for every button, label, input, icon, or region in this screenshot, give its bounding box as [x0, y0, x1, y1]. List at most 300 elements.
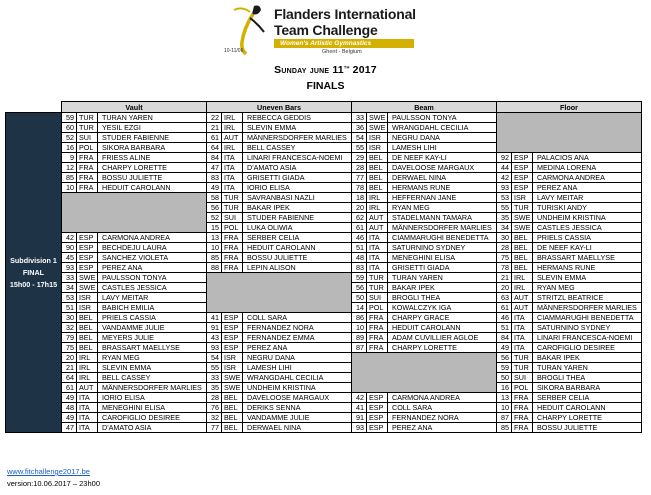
floor-country: BEL — [512, 233, 533, 243]
logo-dates: 10-11/06 — [224, 48, 244, 54]
table-row — [6, 243, 642, 253]
beam-number: 51 — [352, 243, 367, 253]
bars-gymnast-name: DAVELOOSE MARGAUX — [243, 393, 352, 403]
bars-number: 28 — [207, 393, 222, 403]
bars-gymnast-name: SERBER CELIA — [243, 233, 352, 243]
beam-number: 77 — [352, 173, 367, 183]
vault-gymnast-name: MENEGHINI ELISA — [98, 403, 207, 413]
vault-gymnast-name: RYAN MEG — [98, 353, 207, 363]
floor-country: TUR — [512, 363, 533, 373]
bars-gymnast-name: SAVRANBASI NAZLI — [243, 193, 352, 203]
vault-country: POL — [77, 143, 98, 153]
bars-country: BEL — [222, 403, 243, 413]
schedule-body — [6, 113, 642, 433]
floor-gymnast-name: HERMANS RUNE — [533, 263, 642, 273]
floor-gymnast-name: CASTLES JESSICA — [533, 223, 642, 233]
bars-country: ITA — [222, 173, 243, 183]
empty-rotation-vault — [62, 193, 207, 233]
bars-number: 83 — [207, 173, 222, 183]
floor-number: 56 — [497, 353, 512, 363]
beam-country: FRA — [367, 343, 388, 353]
beam-number: 28 — [352, 163, 367, 173]
bars-number: 41 — [207, 313, 222, 323]
beam-gymnast-name: WRANGDAHL CECILIA — [388, 123, 497, 133]
vault-gymnast-name: CARMONA ANDREA — [98, 233, 207, 243]
floor-number: 61 — [497, 303, 512, 313]
bars-country: POL — [222, 223, 243, 233]
floor-gymnast-name: TURISKI ANDY — [533, 203, 642, 213]
beam-number: 18 — [352, 193, 367, 203]
beam-number: 62 — [352, 213, 367, 223]
title-day: Sunday june 11 — [274, 64, 344, 76]
floor-country: ITA — [512, 343, 533, 353]
bars-country: IRL — [222, 143, 243, 153]
floor-number: 35 — [497, 213, 512, 223]
bars-number: 84 — [207, 153, 222, 163]
floor-gymnast-name: PALACIOS ANA — [533, 153, 642, 163]
vault-number: 12 — [62, 163, 77, 173]
vault-number: 51 — [62, 303, 77, 313]
vault-gymnast-name: TURAN YAREN — [98, 113, 207, 123]
vault-country: ESP — [77, 253, 98, 263]
bars-country: ITA — [222, 183, 243, 193]
vault-number: 16 — [62, 143, 77, 153]
bars-country: FRA — [222, 253, 243, 263]
bars-gymnast-name: PEREZ ANA — [243, 343, 352, 353]
floor-gymnast-name: HEDUIT CAROLANN — [533, 403, 642, 413]
table-row — [6, 313, 642, 323]
vault-number: 9 — [62, 153, 77, 163]
beam-gymnast-name: GRISETTI GIADA — [388, 263, 497, 273]
bars-number: 85 — [207, 253, 222, 263]
vault-number: 60 — [62, 123, 77, 133]
floor-gymnast-name: CAROFIGLIO DESIREE — [533, 343, 642, 353]
beam-gymnast-name: HEDUIT CAROLANN — [388, 323, 497, 333]
floor-gymnast-name: BROGLI THEA — [533, 373, 642, 383]
floor-country: ESP — [512, 173, 533, 183]
floor-number: 16 — [497, 383, 512, 393]
floor-number: 75 — [497, 253, 512, 263]
beam-gymnast-name: BAKAR IPEK — [388, 283, 497, 293]
logo-title-line1: Flanders International — [274, 6, 416, 22]
beam-gymnast-name: CHARPY GRACE — [388, 313, 497, 323]
vault-number: 75 — [62, 343, 77, 353]
floor-number: 42 — [497, 173, 512, 183]
beam-number: 78 — [352, 183, 367, 193]
beam-country: SWE — [367, 123, 388, 133]
table-row — [6, 233, 642, 243]
bars-country: ISR — [222, 363, 243, 373]
beam-gymnast-name: STADELMANN TAMARA — [388, 213, 497, 223]
bars-number: 88 — [207, 263, 222, 273]
vault-number: 49 — [62, 393, 77, 403]
floor-gymnast-name: CIAMMARUGHI BENEDETTA — [533, 313, 642, 323]
beam-country: BEL — [367, 173, 388, 183]
vault-gymnast-name: BELL CASSEY — [98, 373, 207, 383]
floor-country: SWE — [512, 223, 533, 233]
floor-number: 51 — [497, 323, 512, 333]
floor-country: ISR — [512, 193, 533, 203]
table-row — [6, 273, 642, 283]
table-row — [6, 353, 642, 363]
vault-number: 32 — [62, 323, 77, 333]
floor-country: BEL — [512, 243, 533, 253]
floor-gymnast-name: PEREZ ANA — [533, 183, 642, 193]
beam-number: 46 — [352, 233, 367, 243]
floor-gymnast-name: MÄNNERSDORFER MARLIES — [533, 303, 642, 313]
floor-number: 53 — [497, 193, 512, 203]
floor-country: ESP — [512, 163, 533, 173]
vault-number: 48 — [62, 403, 77, 413]
beam-number: 10 — [352, 323, 367, 333]
table-row — [6, 393, 642, 403]
floor-country: FRA — [512, 393, 533, 403]
bars-gymnast-name: SLEVIN EMMA — [243, 123, 352, 133]
vault-number: 90 — [62, 243, 77, 253]
beam-gymnast-name: PEREZ ANA — [388, 423, 497, 433]
floor-country: ITA — [512, 323, 533, 333]
bars-number: 93 — [207, 343, 222, 353]
bars-number: 22 — [207, 113, 222, 123]
beam-country: FRA — [367, 313, 388, 323]
bars-country: FRA — [222, 243, 243, 253]
floor-number: 85 — [497, 423, 512, 433]
vault-country: BEL — [77, 313, 98, 323]
bars-number: 64 — [207, 143, 222, 153]
subdivision-label: FINAL — [22, 267, 45, 277]
vault-country: AUT — [77, 383, 98, 393]
vault-number: 20 — [62, 353, 77, 363]
floor-country: SWE — [512, 213, 533, 223]
beam-number: 33 — [352, 113, 367, 123]
beam-country: IRL — [367, 203, 388, 213]
vault-country: ESP — [77, 233, 98, 243]
vault-gymnast-name: D'AMATO ASIA — [98, 423, 207, 433]
bars-number: 61 — [207, 133, 222, 143]
table-row — [6, 253, 642, 263]
table-row — [6, 373, 642, 383]
vault-gymnast-name: CAROFIGLIO DESIREE — [98, 413, 207, 423]
bars-gymnast-name: NEGRU DANA — [243, 353, 352, 363]
bars-gymnast-name: BOSSU JULIETTE — [243, 253, 352, 263]
subdivision-label — [6, 113, 62, 433]
beam-country: SUI — [367, 293, 388, 303]
vault-number: 64 — [62, 373, 77, 383]
bars-number: 54 — [207, 353, 222, 363]
bars-number: 52 — [207, 213, 222, 223]
vault-gymnast-name: FRIESS ALINE — [98, 153, 207, 163]
beam-gymnast-name: CARMONA ANDREA — [388, 393, 497, 403]
floor-number: 84 — [497, 333, 512, 343]
table-row — [6, 183, 642, 193]
bars-gymnast-name: DERWAEL NINA — [243, 423, 352, 433]
beam-number: 48 — [352, 253, 367, 263]
bars-country: IRL — [222, 113, 243, 123]
floor-gymnast-name: CARMONA ANDREA — [533, 173, 642, 183]
title-year: 2017 — [349, 64, 377, 76]
floor-gymnast-name: SERBER CELIA — [533, 393, 642, 403]
table-row — [6, 413, 642, 423]
vault-country: ITA — [77, 413, 98, 423]
bars-gymnast-name: WRANGDAHL CECILIA — [243, 373, 352, 383]
bars-gymnast-name: FERNANDEZ NORA — [243, 323, 352, 333]
floor-gymnast-name: SLEVIN EMMA — [533, 273, 642, 283]
subdivision-name: Subdivision 1 — [10, 255, 57, 265]
table-row — [6, 363, 642, 373]
bars-country: ITA — [222, 153, 243, 163]
floor-country: TUR — [512, 353, 533, 363]
floor-number: 93 — [497, 183, 512, 193]
apparatus-header-row — [6, 102, 642, 113]
beam-gymnast-name: HERMANS RUNE — [388, 183, 497, 193]
vault-number: 61 — [62, 383, 77, 393]
bars-number: 91 — [207, 323, 222, 333]
bars-number: 77 — [207, 423, 222, 433]
vault-country: TUR — [77, 123, 98, 133]
floor-number: 50 — [497, 373, 512, 383]
rotation-schedule-table — [5, 101, 642, 433]
floor-gymnast-name: LAVY MEITAR — [533, 193, 642, 203]
floor-gymnast-name: BRASSART MAELLYSE — [533, 253, 642, 263]
bars-country: BEL — [222, 393, 243, 403]
subdivision-time: 15h00 - 17h15 — [9, 279, 58, 289]
bars-country: BEL — [222, 413, 243, 423]
website-link[interactable]: www.fitchallenge2017.be — [7, 467, 90, 476]
floor-gymnast-name: PRIELS CASSIA — [533, 233, 642, 243]
beam-number: 55 — [352, 143, 367, 153]
bars-gymnast-name: DERIKS SENNA — [243, 403, 352, 413]
logo-location: Ghent - Belgium — [322, 49, 362, 55]
beam-country: ITA — [367, 233, 388, 243]
vault-number: 45 — [62, 253, 77, 263]
version-text: version:10.06.2017 – 23h00 — [7, 479, 100, 488]
bars-gymnast-name: LINARI FRANCESCA-NOEMI — [243, 153, 352, 163]
table-row — [6, 163, 642, 173]
bars-gymnast-name: IORIO ELISA — [243, 183, 352, 193]
bars-gymnast-name: FERNANDEZ EMMA — [243, 333, 352, 343]
bars-country: TUR — [222, 203, 243, 213]
vault-gymnast-name: HEDUIT CAROLANN — [98, 183, 207, 193]
beam-country: TUR — [367, 273, 388, 283]
floor-country: BEL — [512, 263, 533, 273]
beam-gymnast-name: MÄNNERSDORFER MARLIES — [388, 223, 497, 233]
bars-number: 13 — [207, 233, 222, 243]
beam-country: ITA — [367, 243, 388, 253]
page-subtitle: FINALS — [306, 80, 345, 92]
floor-country: AUT — [512, 293, 533, 303]
page-title — [0, 64, 651, 76]
floor-gymnast-name: CHARPY LORETTE — [533, 413, 642, 423]
vault-number: 34 — [62, 283, 77, 293]
vault-country: FRA — [77, 153, 98, 163]
vault-number: 30 — [62, 313, 77, 323]
vault-number: 49 — [62, 413, 77, 423]
vault-gymnast-name: STUDER FABIENNE — [98, 133, 207, 143]
floor-country: ITA — [512, 333, 533, 343]
vault-number: 10 — [62, 183, 77, 193]
event-logo — [222, 0, 432, 58]
beam-country: BEL — [367, 163, 388, 173]
vault-gymnast-name: BABICH EMILIA — [98, 303, 207, 313]
table-row — [6, 423, 642, 433]
floor-number: 13 — [497, 393, 512, 403]
table-row — [6, 343, 642, 353]
beam-gymnast-name: ADAM CUVILLIER AGLOE — [388, 333, 497, 343]
vault-country: IRL — [77, 363, 98, 373]
floor-country: TUR — [512, 203, 533, 213]
beam-gymnast-name: MENEGHINI ELISA — [388, 253, 497, 263]
floor-number: 87 — [497, 413, 512, 423]
beam-gymnast-name: KOWALCZYK IGA — [388, 303, 497, 313]
beam-gymnast-name: DAVELOOSE MARGAUX — [388, 163, 497, 173]
beam-gymnast-name: NEGRU DANA — [388, 133, 497, 143]
beam-gymnast-name: BROGLI THEA — [388, 293, 497, 303]
beam-gymnast-name: PAULSSON TONYA — [388, 113, 497, 123]
beam-number: 50 — [352, 293, 367, 303]
vault-country: TUR — [77, 113, 98, 123]
floor-country: FRA — [512, 423, 533, 433]
beam-number: 42 — [352, 393, 367, 403]
vault-country: SWE — [77, 273, 98, 283]
bars-number: 56 — [207, 203, 222, 213]
bars-number: 43 — [207, 333, 222, 343]
vault-country: FRA — [77, 183, 98, 193]
beam-gymnast-name: CIAMMARUGHI BENEDETTA — [388, 233, 497, 243]
beam-gymnast-name: LAMESH LIHI — [388, 143, 497, 153]
vault-gymnast-name: MÄNNERSDORFER MARLIES — [98, 383, 207, 393]
beam-country: IRL — [367, 193, 388, 203]
vault-number: 42 — [62, 233, 77, 243]
vault-country: ISR — [77, 293, 98, 303]
floor-number: 78 — [497, 263, 512, 273]
table-row — [6, 383, 642, 393]
bars-number: 76 — [207, 403, 222, 413]
vault-country: FRA — [77, 163, 98, 173]
vault-gymnast-name: PEREZ ANA — [98, 263, 207, 273]
vault-gymnast-name: VANDAMME JULIE — [98, 323, 207, 333]
beam-number: 29 — [352, 153, 367, 163]
column-header-beam: Beam — [352, 102, 497, 113]
beam-country: FRA — [367, 323, 388, 333]
vault-gymnast-name: CHARPY LORETTE — [98, 163, 207, 173]
floor-country: FRA — [512, 413, 533, 423]
floor-country: IRL — [512, 283, 533, 293]
bars-number: 55 — [207, 363, 222, 373]
bars-country: AUT — [222, 133, 243, 143]
vault-country: BEL — [77, 343, 98, 353]
empty-rotation-beam — [352, 353, 497, 393]
vault-gymnast-name: PRIELS CASSIA — [98, 313, 207, 323]
floor-gymnast-name: SIKORA BARBARA — [533, 383, 642, 393]
bars-country: ESP — [222, 333, 243, 343]
beam-gymnast-name: COLL SARA — [388, 403, 497, 413]
floor-gymnast-name: STRITZL BEATRICE — [533, 293, 642, 303]
floor-number: 28 — [497, 243, 512, 253]
floor-country: POL — [512, 383, 533, 393]
vault-gymnast-name: CASTLES JESSICA — [98, 283, 207, 293]
bars-gymnast-name: REBECCA GEDDIS — [243, 113, 352, 123]
logo-tagline: Women's Artistic Gymnastics — [274, 39, 414, 48]
beam-number: 91 — [352, 413, 367, 423]
floor-country: BEL — [512, 253, 533, 263]
vault-gymnast-name: BOSSU JULIETTE — [98, 173, 207, 183]
beam-number: 93 — [352, 423, 367, 433]
bars-gymnast-name: LUKA OLIWIA — [243, 223, 352, 233]
beam-number: 20 — [352, 203, 367, 213]
bars-country: SWE — [222, 383, 243, 393]
beam-gymnast-name: SATURNINO SYDNEY — [388, 243, 497, 253]
bars-gymnast-name: VANDAMME JULIE — [243, 413, 352, 423]
table-row — [6, 333, 642, 343]
vault-country: SUI — [77, 133, 98, 143]
table-row — [6, 263, 642, 273]
bars-country: TUR — [222, 193, 243, 203]
bars-gymnast-name: LEPIN ALISON — [243, 263, 352, 273]
floor-number: 10 — [497, 403, 512, 413]
vault-country: ITA — [77, 403, 98, 413]
bars-number: 10 — [207, 243, 222, 253]
table-row — [6, 323, 642, 333]
vault-number: 52 — [62, 133, 77, 143]
bars-country: FRA — [222, 263, 243, 273]
title-ordinal: th — [343, 64, 350, 71]
beam-country: POL — [367, 303, 388, 313]
table-row — [6, 153, 642, 163]
beam-country: ESP — [367, 423, 388, 433]
floor-gymnast-name: DE NEEF KAY-LI — [533, 243, 642, 253]
bars-country: FRA — [222, 233, 243, 243]
vault-country: ESP — [77, 263, 98, 273]
bars-gymnast-name: COLL SARA — [243, 313, 352, 323]
bars-gymnast-name: STUDER FABIENNE — [243, 213, 352, 223]
vault-country: ESP — [77, 243, 98, 253]
beam-number: 87 — [352, 343, 367, 353]
table-row — [6, 193, 642, 203]
bars-country: SWE — [222, 373, 243, 383]
floor-gymnast-name: RYAN MEG — [533, 283, 642, 293]
floor-country: IRL — [512, 273, 533, 283]
header-corner — [6, 102, 62, 113]
floor-gymnast-name: MEDINA LORENA — [533, 163, 642, 173]
floor-number: 55 — [497, 203, 512, 213]
beam-gymnast-name: TURAN YAREN — [388, 273, 497, 283]
bars-number: 21 — [207, 123, 222, 133]
table-row — [6, 173, 642, 183]
beam-number: 14 — [352, 303, 367, 313]
bars-gymnast-name: UNDHEIM KRISTINA — [243, 383, 352, 393]
beam-gymnast-name: RYAN MEG — [388, 203, 497, 213]
table-row — [6, 403, 642, 413]
floor-number: 46 — [497, 313, 512, 323]
vault-country: SWE — [77, 283, 98, 293]
vault-number: 53 — [62, 293, 77, 303]
floor-gymnast-name: UNDHEIM KRISTINA — [533, 213, 642, 223]
beam-country: ITA — [367, 253, 388, 263]
vault-gymnast-name: IORIO ELISA — [98, 393, 207, 403]
bars-country: BEL — [222, 423, 243, 433]
vault-country: FRA — [77, 173, 98, 183]
empty-rotation-floor — [497, 113, 642, 153]
vault-gymnast-name: SLEVIN EMMA — [98, 363, 207, 373]
beam-country: ISR — [367, 133, 388, 143]
beam-country: ITA — [367, 263, 388, 273]
bars-number: 49 — [207, 183, 222, 193]
column-header-vault: Vault — [62, 102, 207, 113]
floor-country: ITA — [512, 313, 533, 323]
vault-gymnast-name: MEYERS JULIE — [98, 333, 207, 343]
vault-country: IRL — [77, 373, 98, 383]
vault-gymnast-name: PAULSSON TONYA — [98, 273, 207, 283]
